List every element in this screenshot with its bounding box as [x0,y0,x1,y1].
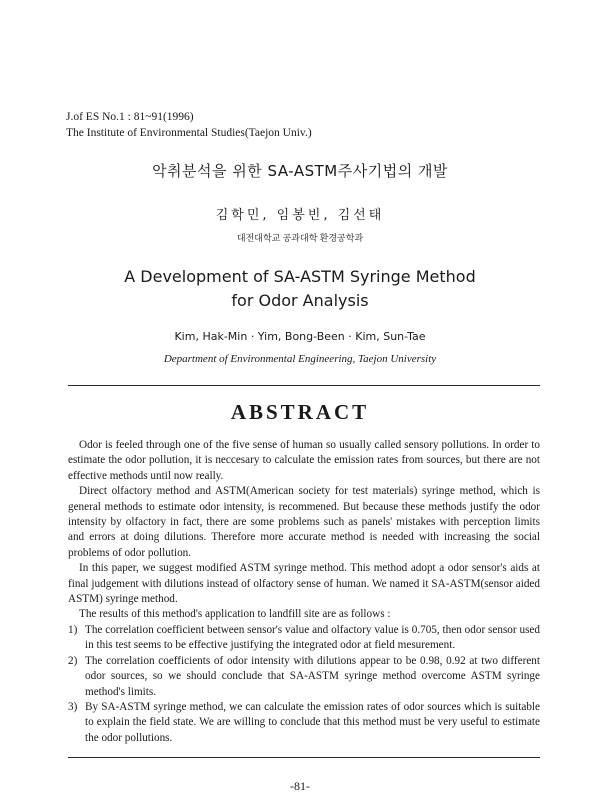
result-text: By SA-ASTM syringe method, we can calculate the emission rates of odor sources which is suitable to explain the field state. We are willing to conclude that this method must be very useful to estimate the odor pollutions. [85,700,540,744]
result-item [68,654,540,700]
abstract-paragraph: Direct olfactory method and ASTM(American society for test materials) syringe method, which is general methods to estimate odor intensity, is recommened. But because these methods justify the odor intensity by olfactory in fact, there are some problems such as panels' mistakes with perception limits and errors at doing dilutions. Therefore more accurate method is needed with increasing the social problems of odor pollution. [68,485,540,559]
results-intro: The results of this method's application to landfill site are as follows : [79,608,391,621]
top-divider [68,385,540,386]
abstract-paragraph: Odor is feeled through one of the five sense of human so usually called sensory pollutions. In order to estimate the odor pollution, it is neccesary to calculate the emission rates from sources, but there are not effective methods until now really. [68,439,540,482]
english-title [0,265,600,313]
page-number: -81- [290,779,310,793]
result-item [68,623,540,654]
bottom-divider [68,757,540,758]
result-number: 2) [68,654,78,667]
result-number: 3) [68,700,78,713]
english-title-line-1: A Development of SA-ASTM Syringe Method [124,267,476,286]
abstract-heading: ABSTRACT [230,400,370,424]
result-item [68,700,540,746]
korean-authors: 김학민, 임봉빈, 김선태 [215,208,385,223]
result-text: The correlation coefficient between sensor's value and olfactory value is 0.705, then odor sensor used in this test seems to be effective justifying the integrated odor at field mesurement. [85,623,540,652]
korean-affiliation: 대전대학교 공과대학 환경공학과 [236,233,364,243]
abstract-paragraph: In this paper, we suggest modified ASTM syringe method. This method adopt a odor sensor's aids at final judgement with dilutions instead of olfactory sense of human. We named it SA-ASTM(sensor aided ASTM) syringe method. [68,562,540,606]
journal-institute: The Institute of Environmental Studies(Taejon Univ.) [66,127,312,139]
result-number: 1) [68,623,78,636]
english-authors: Kim, Hak-Min · Yim, Bong-Been · Kim, Sun-Tae [174,330,426,343]
abstract-body [68,438,540,746]
english-title-line-2: for Odor Analysis [231,291,369,310]
journal-citation: J.of ES No.1 : 81~91(1996) [66,111,194,123]
english-affiliation: Department of Environmental Engineering, Taejon University [163,353,437,365]
result-text: The correlation coefficients of odor intensity with dilutions appear to be 0.98, 0.92 at two different odor sources, so we should conclude that SA-ASTM syringe method overcome ASTM syringe method's limits. [85,654,540,698]
journal-header [66,109,312,141]
korean-title: 악취분석을 위한 SA-ASTM주사기법의 개발 [152,162,448,180]
